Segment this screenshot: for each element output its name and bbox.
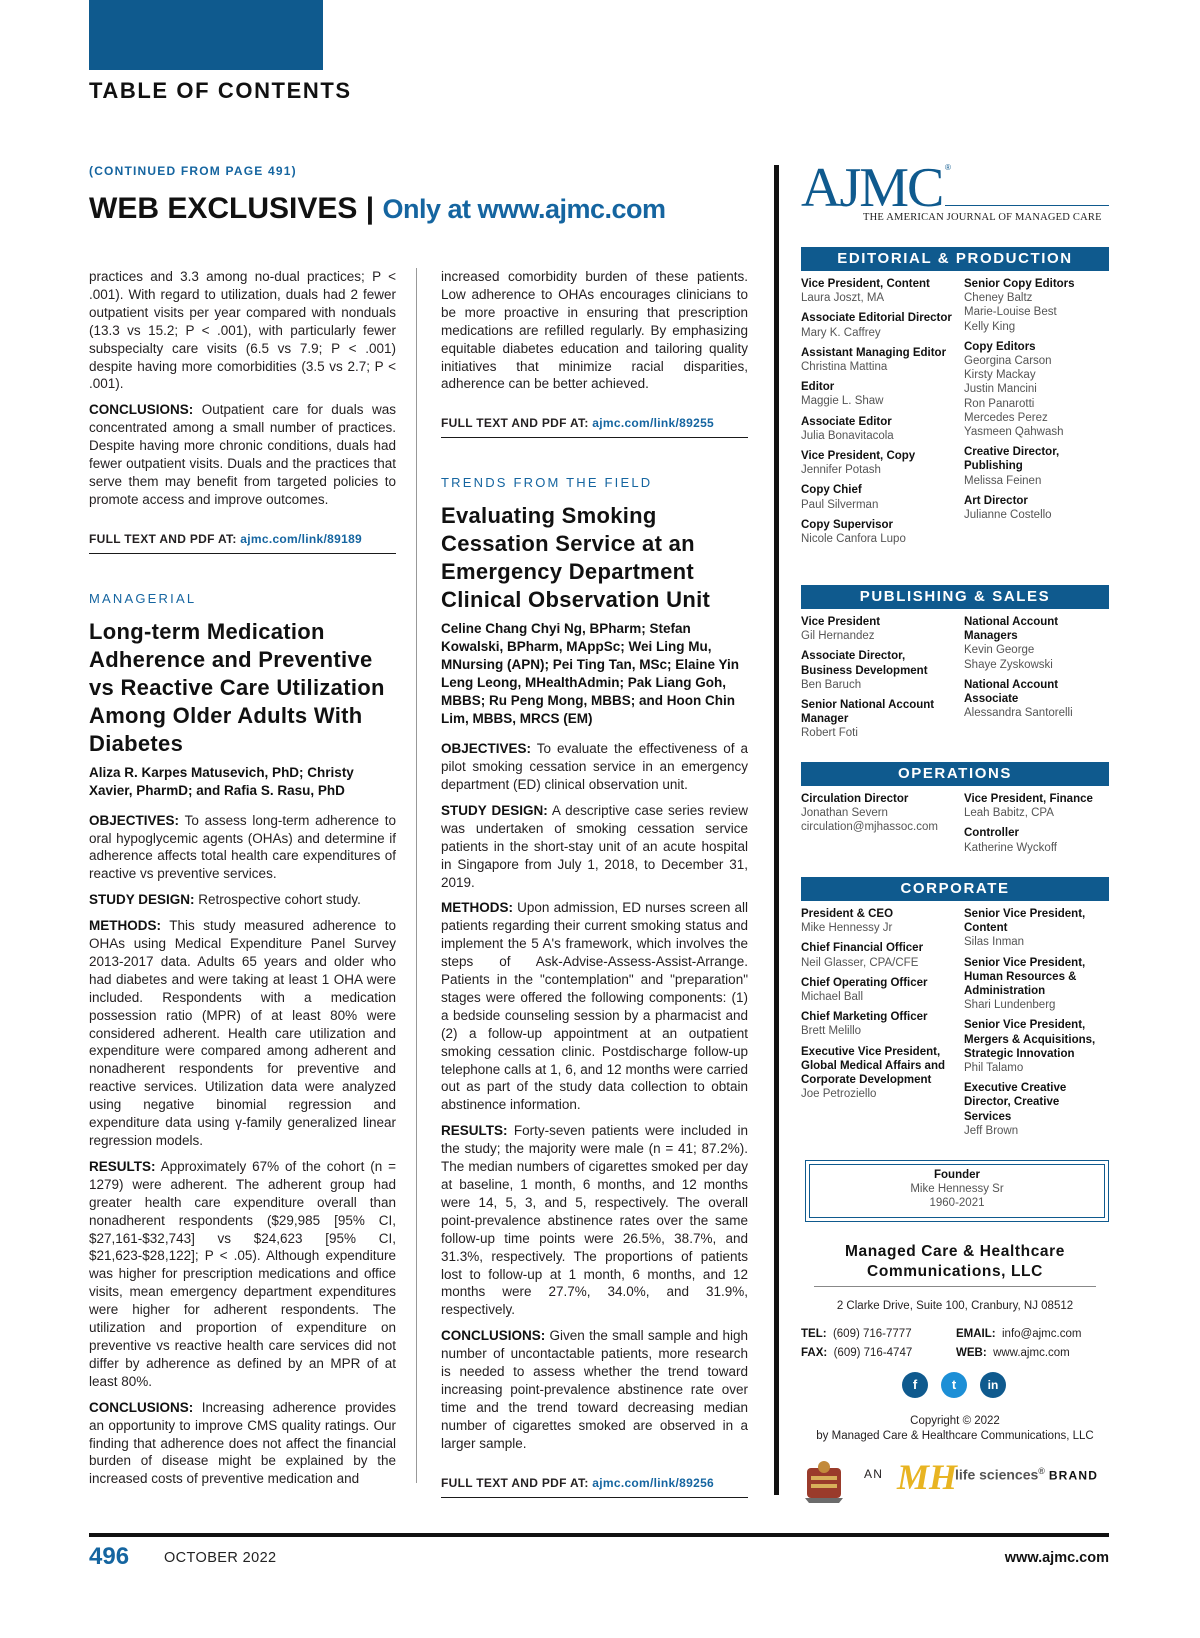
header-color-block (89, 0, 323, 70)
masthead-entry (964, 826, 1109, 854)
masthead-names: Silas Inman (964, 936, 1025, 949)
facebook-icon[interactable]: f (902, 1372, 928, 1398)
masthead-role: Chief Marketing Officer (801, 1011, 928, 1024)
masthead-names: Jonathan Severn circulation@mjhassoc.com (801, 807, 938, 834)
article3-kicker: TRENDS FROM THE FIELD (441, 475, 653, 491)
masthead-role: Senior Vice President, Human Resources & Administration (964, 956, 1086, 998)
masthead-names: Melissa Feinen (964, 474, 1042, 487)
life-sciences-text: life sciences (955, 1466, 1039, 1483)
masthead-names: Julianne Costello (964, 509, 1052, 522)
label: CONCLUSIONS: (89, 1399, 194, 1415)
founder-inner (809, 1164, 1105, 1218)
operations-right (964, 792, 1109, 861)
masthead-role: Vice President, Content (801, 278, 930, 290)
label: STUDY DESIGN: (89, 892, 195, 908)
article3-methods (441, 899, 748, 1114)
column-divider (416, 268, 417, 1483)
article2-objectives (89, 812, 396, 884)
operations-left (801, 792, 959, 841)
masthead-names: Alessandra Santorelli (964, 707, 1073, 720)
label: CONCLUSIONS: (441, 1328, 546, 1344)
masthead-names: Cheney Baltz Marie-Louise Best Kelly King (964, 292, 1057, 333)
founder-years: 1960-2021 (929, 1197, 985, 1209)
masthead-role: Senior Copy Editors (964, 278, 1075, 290)
company-name: Managed Care & Healthcare Communications, LLC (844, 1243, 1066, 1280)
article3-fulltext (441, 1463, 748, 1498)
masthead-entry (801, 415, 959, 443)
web-label: WEB: (956, 1347, 987, 1359)
linkedin-icon[interactable]: in (980, 1372, 1006, 1398)
editorial-heading: EDITORIAL & PRODUCTION (801, 247, 1109, 271)
crest-icon (801, 1458, 847, 1504)
fulltext-label: FULL TEXT AND PDF AT: (89, 531, 237, 546)
editorial-right (964, 277, 1109, 528)
masthead-entry (964, 907, 1109, 950)
label: RESULTS: (89, 1158, 156, 1174)
masthead-role: Circulation Director (801, 793, 909, 805)
masthead-entry (964, 340, 1109, 439)
masthead-entry (964, 445, 1109, 488)
fulltext-label: FULL TEXT AND PDF AT: (441, 1475, 589, 1490)
masthead-names: Georgina Carson Kirsty Mackay Justin Mancini Ron Panarotti Mercedes Perez Yasmeen Qahwash (964, 355, 1064, 439)
label: METHODS: (441, 900, 513, 916)
copyright-line: Copyright © 2022 (910, 1415, 1000, 1427)
label: OBJECTIVES: (441, 741, 532, 757)
masthead-entry (964, 792, 1109, 820)
masthead-role: Editor (801, 381, 835, 394)
body: Outpatient care for duals was concentrated among a small number of practices. Despite having more chronic conditions, duals had fewer outpatient visits. Duals and the practices that serve them may benefit from targeted policies to promote access and improve outcomes. (89, 402, 396, 507)
article3-design (441, 802, 748, 892)
masthead-role: National Account Associate (964, 678, 1059, 706)
article3-title[interactable]: Evaluating Smoking Cessation Service at an Emergency Department Clinical Observation Unit (441, 503, 711, 613)
tel-line (801, 1328, 912, 1340)
masthead-names: Maggie L. Shaw (801, 395, 884, 408)
masthead-entry (801, 792, 959, 835)
article2-methods (89, 917, 396, 1150)
masthead-names: Julia Bonavitacola (801, 429, 894, 442)
corporate-left (801, 907, 959, 1107)
mh-logo: MH (897, 1457, 958, 1497)
founder-box (805, 1160, 1109, 1222)
masthead-entry (801, 698, 959, 741)
footer-url[interactable]: www.ajmc.com (1004, 1550, 1109, 1566)
masthead-names: Jeff Brown (964, 1124, 1019, 1137)
masthead-entry (801, 976, 959, 1004)
section-title: TABLE OF CONTENTS (89, 78, 352, 103)
masthead-entry (801, 615, 959, 643)
article3-results (441, 1122, 748, 1319)
masthead-role: Vice President, Copy (801, 450, 916, 463)
publishing-left (801, 615, 959, 747)
label: OBJECTIVES: (89, 812, 180, 828)
copyright (801, 1414, 1109, 1444)
page-number: 496 (89, 1543, 130, 1570)
publishing-heading: PUBLISHING & SALES (801, 585, 1109, 609)
masthead-names: Brett Melillo (801, 1025, 862, 1038)
masthead-role: Associate Editorial Director (801, 312, 952, 325)
masthead-entry (801, 483, 959, 511)
column-2 (441, 268, 748, 1498)
masthead-names: Joe Petroziello (801, 1088, 877, 1101)
article2-cont-text: increased comorbidity burden of these patients. Low adherence to OHAs encourages clinicians to be more proactive in ensuring that prescription medications are refilled regularly. By emphasizing equitable diabetes education and tailoring quality initiatives that minimize racial disparities, adherence can be better achieved. (441, 269, 748, 392)
article1-conclusions (89, 401, 396, 508)
masthead-names: Neil Glasser, CPA/CFE (801, 956, 919, 969)
masthead-entry (801, 449, 959, 477)
column-1 (89, 268, 396, 1496)
fax-line (801, 1347, 912, 1359)
masthead-names: Nicole Canfora Lupo (801, 533, 906, 546)
article2-results (89, 1158, 396, 1391)
copyright-by: by Managed Care & Healthcare Communications, LLC (816, 1430, 1094, 1442)
operations-heading: OPERATIONS (801, 762, 1109, 786)
logo-registered: ® (945, 163, 951, 172)
email-label: EMAIL: (956, 1328, 996, 1340)
company-address: 2 Clarke Drive, Suite 100, Cranbury, NJ 08512 (836, 1300, 1074, 1312)
twitter-icon[interactable]: t (941, 1372, 967, 1398)
masthead-role: Chief Operating Officer (801, 976, 928, 989)
masthead-names: Kevin George Shaye Zyskowski (964, 644, 1053, 671)
masthead-entry (964, 615, 1109, 672)
continued-note: (CONTINUED FROM PAGE 491) (89, 164, 297, 178)
masthead-role: Chief Financial Officer (801, 942, 924, 955)
fulltext-link[interactable]: ajmc.com/link/89189 (240, 531, 363, 546)
body: Increasing adherence provides an opportunity to improve CMS quality ratings. Our finding that adherence does not affect the financial burden of disease might be explained by the increased costs of preventive medication and (89, 1399, 396, 1487)
founder-name: Mike Hennessy Sr (910, 1183, 1004, 1195)
masthead-role: Copy Supervisor (801, 518, 894, 531)
masthead-entry (801, 941, 959, 969)
founder-label: Founder (934, 1169, 980, 1181)
tel-value: (609) 716-7777 (832, 1328, 912, 1340)
issue-date: OCTOBER 2022 (164, 1550, 277, 1566)
masthead-names: Mary K. Caffrey (801, 326, 881, 339)
masthead-names: Shari Lundenberg (964, 999, 1056, 1012)
masthead-entry (801, 1010, 959, 1038)
article2-conclusions (89, 1399, 396, 1489)
fulltext-link[interactable]: ajmc.com/link/89256 (592, 1475, 715, 1490)
label: CONCLUSIONS: (89, 402, 194, 418)
masthead-names: Mike Hennessy Jr (801, 922, 893, 935)
company-rule (814, 1286, 1096, 1287)
web-exclusives-heading (89, 192, 666, 226)
article2-title[interactable]: Long-term Medication Adherence and Preventive vs Reactive Care Utilization Among Older Adults With Diabetes (89, 618, 385, 756)
email-line (956, 1328, 1081, 1340)
masthead-names: Michael Ball (801, 991, 863, 1004)
masthead-names: Jennifer Potash (801, 464, 881, 477)
masthead-role: Associate Director, Business Development (801, 650, 928, 677)
email-value[interactable]: info@ajmc.com (1002, 1328, 1082, 1340)
body: A descriptive case series review was undertaken of smoking cessation service patients in the short-stay unit of an acute hospital in Singapore from July 1, 2018, to December 31, 2019. (441, 802, 749, 890)
corporate-heading: CORPORATE (801, 877, 1109, 901)
masthead-entry (801, 518, 959, 546)
label: METHODS: (89, 918, 161, 934)
masthead-entry (801, 311, 959, 339)
body: Retrospective cohort study. (198, 892, 361, 908)
masthead-role: Vice President, Finance (964, 793, 1093, 805)
article2-fulltext (441, 403, 748, 438)
masthead-entry (964, 678, 1109, 721)
article2-kicker: MANAGERIAL (89, 590, 197, 606)
masthead-role: Senior Vice President, Mergers & Acquisitions, Strategic Innovation (964, 1019, 1096, 1060)
masthead-entry (964, 956, 1109, 1013)
article2-authors: Aliza R. Karpes Matusevich, PhD; Christy Xavier, PharmD; and Rafia S. Rasu, PhD (89, 764, 354, 798)
logo-rule (945, 205, 1109, 206)
logo-subtitle: THE AMERICAN JOURNAL OF MANAGED CARE (863, 212, 1102, 223)
masthead-names: Gil Hernandez (801, 630, 875, 643)
tel-label: TEL: (801, 1328, 827, 1340)
masthead-entry (964, 494, 1109, 522)
masthead-role: President & CEO (801, 908, 894, 920)
masthead-names: Ben Baruch (801, 678, 862, 691)
fax-value: (609) 716-4747 (833, 1347, 913, 1359)
masthead-entry (964, 277, 1109, 334)
web-subtitle: Only at www.ajmc.com (382, 194, 666, 224)
body: To assess long-term adherence to oral hypoglycemic agents (OHAs) and determine if adherence affects total health care expenditures of reactive vs preventive services. (89, 812, 396, 882)
masthead-entry (801, 346, 959, 374)
brand-word: BRAND (1048, 1468, 1099, 1483)
article3-authors: Celine Chang Chyi Ng, BPharm; Stefan Kowalski, BPharm, MAppSc; Wei Ling Mu, MNursing (APN); Pei Ting Tan, MSc; Elaine Yin Leng Leong, MHealthAdmin; Pak Liang Goh, MBBS; Ru Peng Mong, MBBS; and Hoon Chin Lim, MBBS, MRCS (EM) (441, 621, 740, 727)
footer-rule (89, 1533, 1109, 1537)
masthead-role: Copy Editors (964, 340, 1036, 353)
masthead-entry (801, 277, 959, 305)
masthead-names: Christina Mattina (801, 361, 888, 374)
article2-design (89, 891, 396, 909)
masthead-names: Katherine Wyckoff (964, 841, 1058, 854)
masthead-role: Senior Vice President, Content (964, 908, 1086, 935)
ajmc-logo: AJMC (801, 157, 943, 219)
label: STUDY DESIGN: (441, 802, 548, 818)
web-value[interactable]: www.ajmc.com (993, 1347, 1070, 1359)
fulltext-link[interactable]: ajmc.com/link/89255 (592, 416, 715, 431)
masthead-role: National Account Managers (964, 616, 1059, 643)
brand-an: AN (864, 1467, 884, 1481)
body: Approximately 67% of the cohort (n = 1279) were adherent. The adherent group had greater health care expenditure overall than nonadherent respondents ($29,985 [95% CI, $27,161-$32,743] vs $24,623 [95% CI, $21,623-$28,122]; P < .05). Although expenditure was higher for prescription medications and office visits, mean emergency department expenditures were higher for adherent respondents. The utilization and proportion of expenditure on preventive vs reactive health care services did not differ by adherence as defined by an MPR of at least 80%. (89, 1158, 396, 1389)
corporate-right (964, 907, 1109, 1144)
editorial-left (801, 277, 959, 552)
masthead-entry (801, 649, 959, 692)
article3-conclusions (441, 1327, 748, 1452)
masthead-names: Phil Talamo (964, 1062, 1024, 1075)
masthead-role: Art Director (964, 494, 1028, 507)
masthead-names: Robert Foti (801, 727, 858, 740)
masthead-entry (801, 380, 959, 408)
body: Forty-seven patients were included in the study; the majority were male (n = 41; 87.2%). The median numbers of cigarettes smoked per day at baseline, 1 month, 6 months, and 12 months were 14, 5, 3, and 5, respectively. The overall point-prevalence abstinence rates over the same follow-up time points were 26.5%, 38.7%, and 31.3%, respectively. The proportions of patients lost to follow-up at 1 month, 6 months, and 12 months were 27.7%, 34.0%, and 31.9%, respectively. (441, 1123, 748, 1318)
fax-label: FAX: (801, 1347, 828, 1359)
masthead-role: Controller (964, 827, 1019, 840)
body: This study measured adherence to OHAs using Medical Expenditure Panel Survey 2013-2017 data. Adults 65 years and older who had diabetes and were taking at least 1 OHA were included. Respondents with a medication possession ratio (MPR) of at least 80% were considered adherent. Health care utilization and expenditure were compared among adherent and nonadherent respondents for preventive and reactive services. Utilization data were analyzed using negative binomial regression and expenditure data using γ-family generalized linear regression models. (89, 918, 396, 1148)
web-line (956, 1347, 1070, 1359)
masthead-divider (774, 165, 779, 1495)
masthead-role: Senior National Account Manager (801, 699, 935, 726)
masthead-entry (801, 907, 959, 935)
body: To evaluate the effectiveness of a pilot smoking cessation service in an emergency department (ED) clinical observation unit. (441, 741, 748, 792)
masthead-entry (964, 1081, 1109, 1138)
masthead-entry (801, 1045, 959, 1102)
article1-fulltext (89, 519, 396, 554)
label: RESULTS: (441, 1123, 508, 1139)
body: Given the small sample and high number of uncontactable patients, more research is needed to assess whether the trend toward increasing point-prevalence abstinence rate over time and the trend toward decreasing median number of cigarettes smoked are observed in a larger sample. (441, 1328, 748, 1451)
masthead-role: Creative Director, Publishing (964, 446, 1060, 473)
publishing-right (964, 615, 1109, 726)
masthead-role: Vice President (801, 616, 881, 628)
article3-objectives (441, 740, 748, 794)
body: Upon admission, ED nurses screen all patients regarding their current smoking status and implement the 5 A's framework, which involves the steps of Ask-Advise-Assess-Assist-Arrange. Patients in the "contemplation" and "preparation" stages were offered the following components: (1) a bedside counseling session by a pharmacist and (2) a follow-up appointment at an outpatient smoking cessation clinic. Postdischarge follow-up telephone calls at 1, 6, and 12 months were carried out as part of the study data collection to obtain abstinence information. (441, 900, 748, 1113)
life-sciences-logo: life sciences® BRAND (955, 1466, 1099, 1483)
masthead-names: Leah Babitz, CPA (964, 807, 1054, 820)
fulltext-label: FULL TEXT AND PDF AT: (441, 416, 589, 431)
masthead-role: Executive Creative Director, Creative Services (964, 1082, 1067, 1123)
web-title: WEB EXCLUSIVES | (89, 192, 375, 225)
masthead-names: Paul Silverman (801, 498, 879, 511)
masthead-role: Assistant Managing Editor (801, 346, 947, 359)
masthead-names: Laura Joszt, MA (801, 292, 885, 305)
masthead-role: Executive Vice President, Global Medical Affairs and Corporate Development (801, 1045, 945, 1087)
masthead-entry (964, 1018, 1109, 1075)
article1-tail-text: practices and 3.3 among no-dual practices; P < .001). With regard to utilization, duals had 2 fewer outpatient visits per year compared with nonduals (13.3 vs 15.2; P < .001), with particularly fewer subspecialty care visits (6.5 vs 7.9; P < .001) despite having more comorbidities (3.5 vs 2.7; P < .001). (89, 269, 396, 392)
masthead-role: Copy Chief (801, 484, 862, 497)
masthead-role: Associate Editor (801, 415, 892, 428)
